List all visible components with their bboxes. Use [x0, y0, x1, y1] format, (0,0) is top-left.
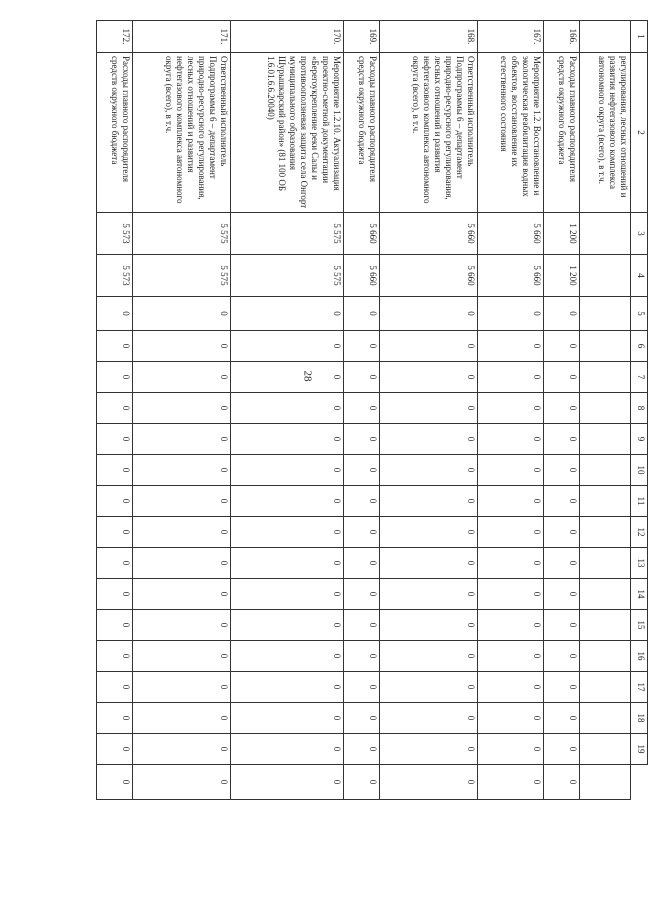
- value-cell: 0: [230, 331, 344, 362]
- value-cell: 0: [132, 703, 230, 734]
- value-cell: 0: [132, 424, 230, 455]
- value-cell: 5 575: [230, 255, 344, 297]
- value-cell: 0: [230, 424, 344, 455]
- total-cell: 5 660: [379, 213, 477, 255]
- value-cell: 0: [132, 455, 230, 486]
- value-cell: 0: [379, 424, 477, 455]
- value-cell: 0: [344, 548, 380, 579]
- value-cell: 0: [230, 579, 344, 610]
- value-cell: 0: [230, 734, 344, 765]
- value-cell: 0: [379, 703, 477, 734]
- column-header: 2: [631, 53, 648, 213]
- value-cell: 0: [544, 579, 580, 610]
- value-cell: 0: [230, 297, 344, 331]
- value-cell: 0: [477, 393, 544, 424]
- value-cell: 0: [379, 765, 477, 800]
- table-row: [379, 21, 477, 800]
- page-number: 28: [301, 370, 314, 382]
- value-cell: 0: [544, 734, 580, 765]
- value-cell: [579, 610, 630, 641]
- column-header: 12: [631, 517, 648, 548]
- value-cell: 0: [132, 641, 230, 672]
- value-cell: 0: [97, 297, 133, 331]
- budget-table: [96, 20, 648, 800]
- value-cell: 0: [379, 548, 477, 579]
- column-header: 4: [631, 255, 648, 297]
- value-cell: 5 660: [477, 255, 544, 297]
- value-cell: 0: [230, 641, 344, 672]
- column-header: 7: [631, 362, 648, 393]
- value-cell: [579, 455, 630, 486]
- value-cell: 0: [344, 610, 380, 641]
- value-cell: 0: [344, 331, 380, 362]
- value-cell: 0: [132, 734, 230, 765]
- column-header: 5: [631, 297, 648, 331]
- value-cell: 0: [477, 331, 544, 362]
- budget-table-wrapper: [96, 20, 648, 800]
- value-cell: 0: [132, 579, 230, 610]
- value-cell: 0: [379, 579, 477, 610]
- value-cell: 0: [344, 297, 380, 331]
- value-cell: [579, 424, 630, 455]
- value-cell: 0: [344, 486, 380, 517]
- row-number-cell: [579, 21, 630, 53]
- value-cell: 0: [230, 486, 344, 517]
- total-cell: 5 575: [230, 213, 344, 255]
- column-header: 14: [631, 579, 648, 610]
- value-cell: 0: [379, 486, 477, 517]
- table-row: [132, 21, 230, 800]
- value-cell: 0: [97, 393, 133, 424]
- total-cell: 1 200: [544, 213, 580, 255]
- value-cell: 0: [230, 703, 344, 734]
- value-cell: 0: [477, 734, 544, 765]
- description-cell: Мероприятие 1.2. Восстановление и экологическая реабилитация водных объектов, восстановление их естественного состояния: [477, 53, 544, 213]
- column-header: 13: [631, 548, 648, 579]
- value-cell: 0: [344, 362, 380, 393]
- value-cell: 0: [477, 362, 544, 393]
- row-number-cell: 171.: [132, 21, 230, 53]
- value-cell: [579, 548, 630, 579]
- table-row: [579, 21, 630, 800]
- row-number-cell: 166.: [544, 21, 580, 53]
- value-cell: 0: [344, 424, 380, 455]
- table-row: [544, 21, 580, 800]
- value-cell: 0: [344, 734, 380, 765]
- value-cell: 0: [544, 641, 580, 672]
- value-cell: 0: [132, 486, 230, 517]
- value-cell: 0: [379, 672, 477, 703]
- value-cell: 0: [97, 486, 133, 517]
- value-cell: 0: [379, 610, 477, 641]
- column-header: 10: [631, 455, 648, 486]
- description-cell: регулирования, лесных отношений и развития нефтегазового комплекса автономного округа (всего), в т.ч.: [579, 53, 630, 213]
- value-cell: 0: [230, 393, 344, 424]
- value-cell: 0: [97, 672, 133, 703]
- description-cell: Расходы главного распорядителя средств окружного бюджета: [97, 53, 133, 213]
- value-cell: 0: [97, 579, 133, 610]
- value-cell: 0: [544, 393, 580, 424]
- value-cell: 0: [477, 610, 544, 641]
- value-cell: 0: [344, 393, 380, 424]
- value-cell: 0: [544, 672, 580, 703]
- value-cell: 0: [230, 455, 344, 486]
- value-cell: 0: [544, 548, 580, 579]
- value-cell: 0: [544, 610, 580, 641]
- value-cell: 0: [477, 455, 544, 486]
- value-cell: 0: [132, 393, 230, 424]
- value-cell: 0: [230, 765, 344, 800]
- column-header: 9: [631, 424, 648, 455]
- value-cell: 0: [477, 297, 544, 331]
- description-cell: Ответственный исполнитель Подпрограммы 6 – департамент природно-ресурсного регулирования, лесных отношений и развития нефтегазового комплекса автономного округа (всего), в т.ч.: [379, 53, 477, 213]
- value-cell: [579, 297, 630, 331]
- value-cell: 0: [344, 641, 380, 672]
- column-header: 3: [631, 213, 648, 255]
- value-cell: 0: [544, 703, 580, 734]
- description-cell: Ответственный исполнитель Подпрограммы 6 – департамент природно-ресурсного регулирования, лесных отношений и развития нефтегазового комплекса автономного округа (всего), в т.ч.: [132, 53, 230, 213]
- column-header: 18: [631, 703, 648, 734]
- value-cell: 0: [344, 579, 380, 610]
- description-cell: Расходы главного распорядителя средств окружного бюджета: [344, 53, 380, 213]
- value-cell: 0: [477, 765, 544, 800]
- value-cell: 0: [544, 765, 580, 800]
- value-cell: 0: [97, 362, 133, 393]
- value-cell: 0: [97, 765, 133, 800]
- column-header: 8: [631, 393, 648, 424]
- value-cell: 0: [97, 734, 133, 765]
- value-cell: 0: [477, 548, 544, 579]
- header-row: [631, 21, 648, 800]
- column-header: 19: [631, 734, 648, 765]
- value-cell: 0: [97, 703, 133, 734]
- column-header: 11: [631, 486, 648, 517]
- value-cell: 0: [97, 610, 133, 641]
- value-cell: [579, 734, 630, 765]
- value-cell: 0: [379, 331, 477, 362]
- value-cell: 0: [379, 734, 477, 765]
- row-number-cell: 169.: [344, 21, 380, 53]
- table-row: [477, 21, 544, 800]
- value-cell: 0: [544, 455, 580, 486]
- value-cell: 0: [132, 297, 230, 331]
- value-cell: 1 200: [544, 255, 580, 297]
- value-cell: 0: [544, 517, 580, 548]
- value-cell: [579, 641, 630, 672]
- column-header: 15: [631, 610, 648, 641]
- value-cell: 0: [97, 331, 133, 362]
- value-cell: 0: [379, 641, 477, 672]
- row-number-cell: 168.: [379, 21, 477, 53]
- value-cell: 0: [477, 641, 544, 672]
- value-cell: 0: [379, 455, 477, 486]
- value-cell: 0: [477, 424, 544, 455]
- column-header: 6: [631, 331, 648, 362]
- value-cell: 0: [544, 424, 580, 455]
- value-cell: 0: [544, 331, 580, 362]
- value-cell: 0: [132, 548, 230, 579]
- value-cell: 0: [379, 393, 477, 424]
- value-cell: 5 573: [97, 255, 133, 297]
- row-number-cell: 167.: [477, 21, 544, 53]
- description-cell: Расходы главного распорядителя средств окружного бюджета: [544, 53, 580, 213]
- value-cell: 0: [544, 486, 580, 517]
- value-cell: [579, 517, 630, 548]
- table-row: [97, 21, 133, 800]
- value-cell: 5 660: [344, 255, 380, 297]
- value-cell: 0: [132, 331, 230, 362]
- value-cell: 0: [344, 703, 380, 734]
- value-cell: [579, 579, 630, 610]
- value-cell: 0: [97, 548, 133, 579]
- value-cell: 0: [544, 297, 580, 331]
- value-cell: 0: [477, 703, 544, 734]
- value-cell: 0: [132, 517, 230, 548]
- value-cell: 0: [97, 641, 133, 672]
- value-cell: 0: [230, 548, 344, 579]
- table-body: [97, 21, 631, 800]
- value-cell: [579, 255, 630, 297]
- value-cell: 5 575: [132, 255, 230, 297]
- value-cell: 0: [344, 672, 380, 703]
- total-cell: 5 575: [132, 213, 230, 255]
- value-cell: 0: [379, 362, 477, 393]
- column-header: 17: [631, 672, 648, 703]
- value-cell: 0: [379, 517, 477, 548]
- row-number-cell: 172.: [97, 21, 133, 53]
- value-cell: [579, 486, 630, 517]
- value-cell: [579, 362, 630, 393]
- value-cell: 0: [344, 765, 380, 800]
- column-header: 16: [631, 641, 648, 672]
- value-cell: [579, 672, 630, 703]
- value-cell: 0: [379, 297, 477, 331]
- value-cell: 0: [230, 610, 344, 641]
- value-cell: 0: [97, 455, 133, 486]
- value-cell: 0: [132, 672, 230, 703]
- value-cell: 0: [477, 672, 544, 703]
- table-row: [230, 21, 344, 800]
- value-cell: 0: [97, 517, 133, 548]
- value-cell: [579, 703, 630, 734]
- value-cell: 0: [132, 610, 230, 641]
- column-header: 1: [631, 21, 648, 53]
- value-cell: [579, 393, 630, 424]
- value-cell: 0: [344, 455, 380, 486]
- value-cell: 0: [230, 672, 344, 703]
- value-cell: 0: [477, 579, 544, 610]
- value-cell: 0: [477, 486, 544, 517]
- value-cell: [579, 765, 630, 800]
- value-cell: 5 660: [379, 255, 477, 297]
- total-cell: 5 660: [344, 213, 380, 255]
- value-cell: 0: [344, 517, 380, 548]
- row-number-cell: 170.: [230, 21, 344, 53]
- value-cell: 0: [544, 362, 580, 393]
- value-cell: 0: [230, 517, 344, 548]
- value-cell: 0: [132, 765, 230, 800]
- total-cell: [579, 213, 630, 255]
- total-cell: 5 573: [97, 213, 133, 255]
- value-cell: 0: [230, 362, 344, 393]
- description-cell: Мероприятие 1.2.10. Актуализация проектно-сметной документации «Берегоукрепление реки Салы и противооползневая защита села Онгорт муниципального образования Шурышкарский район» (81 100 ОБ 1.6.01.6.6.20040): [230, 53, 344, 213]
- total-cell: 5 660: [477, 213, 544, 255]
- value-cell: [579, 331, 630, 362]
- value-cell: 0: [477, 517, 544, 548]
- value-cell: 0: [132, 362, 230, 393]
- table-row: [344, 21, 380, 800]
- value-cell: 0: [97, 424, 133, 455]
